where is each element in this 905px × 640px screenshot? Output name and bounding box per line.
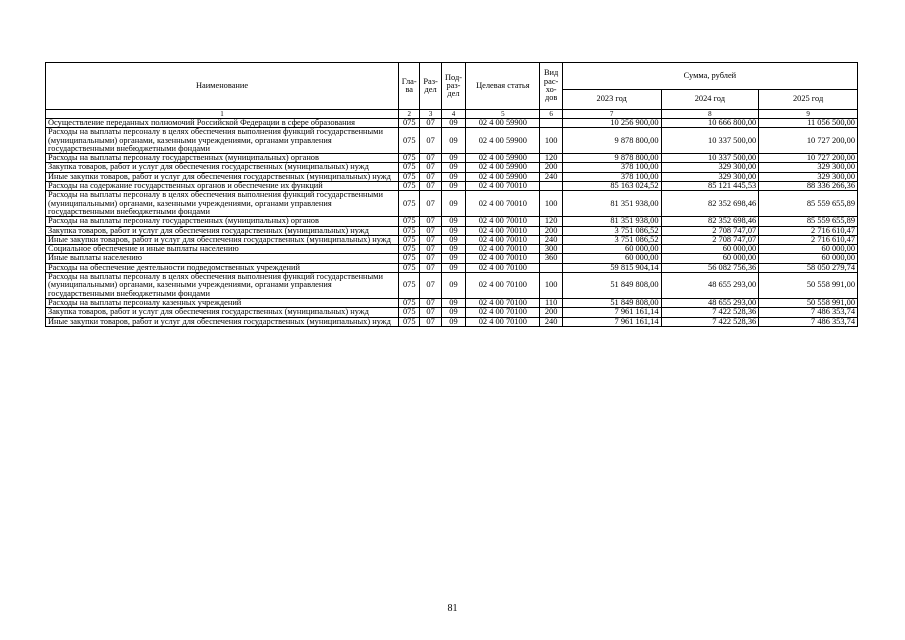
row-name: Расходы на содержание государственных органов и обеспечение их функций: [46, 182, 399, 191]
row-sum-2023: 378 100,00: [562, 172, 661, 181]
row-glava: 075: [399, 245, 420, 254]
table-row: [46, 273, 858, 299]
row-target-article: 02 4 00 70100: [466, 298, 540, 307]
table-row: [46, 163, 858, 172]
row-target-article: 02 4 00 70100: [466, 273, 540, 299]
row-target-article: 02 4 00 59900: [466, 128, 540, 154]
row-razdel: 07: [420, 245, 441, 254]
row-sum-2024: 2 708 747,07: [661, 226, 759, 235]
row-razdel: 07: [420, 128, 441, 154]
row-sum-2025: 60 000,00: [759, 245, 858, 254]
row-target-article: 02 4 00 70010: [466, 254, 540, 263]
row-razdel: 07: [420, 226, 441, 235]
row-expense-type: 100: [540, 128, 562, 154]
table-row: [46, 217, 858, 226]
row-podrazdel: 09: [441, 263, 465, 272]
row-glava: 075: [399, 235, 420, 244]
row-sum-2025: 2 716 610,47: [759, 235, 858, 244]
row-podrazdel: 09: [441, 273, 465, 299]
header-year-2024: 2024 год: [661, 90, 759, 110]
row-sum-2024: 329 300,00: [661, 172, 759, 181]
column-number: 3: [420, 110, 441, 119]
row-sum-2023: 59 815 904,14: [562, 263, 661, 272]
row-expense-type: 200: [540, 163, 562, 172]
row-sum-2025: 50 558 991,00: [759, 273, 858, 299]
page-number: 81: [447, 603, 458, 614]
row-podrazdel: 09: [441, 154, 465, 163]
row-target-article: 02 4 00 70100: [466, 263, 540, 272]
row-name: Расходы на выплаты персоналу в целях обеспечения выполнения функций государственными (муниципальными) органами, казенными учреждениями, органами управления государственными внебюджетными фондами: [46, 191, 399, 217]
table-row: [46, 172, 858, 181]
row-target-article: 02 4 00 59900: [466, 119, 540, 128]
column-number: 1: [46, 110, 399, 119]
table-row: [46, 254, 858, 263]
row-expense-type: 240: [540, 317, 562, 326]
row-glava: 075: [399, 217, 420, 226]
row-glava: 075: [399, 172, 420, 181]
row-sum-2025: 58 050 279,74: [759, 263, 858, 272]
row-name: Закупка товаров, работ и услуг для обеспечения государственных (муниципальных) нужд: [46, 226, 399, 235]
column-number: 2: [399, 110, 420, 119]
row-razdel: 07: [420, 182, 441, 191]
row-name: Расходы на выплаты персоналу государственных (муниципальных) органов: [46, 217, 399, 226]
row-sum-2023: 81 351 938,00: [562, 191, 661, 217]
table-row: [46, 298, 858, 307]
row-sum-2025: 85 559 655,89: [759, 217, 858, 226]
table-row: [46, 263, 858, 272]
row-name: Расходы на выплаты персоналу государственных (муниципальных) органов: [46, 154, 399, 163]
row-razdel: 07: [420, 235, 441, 244]
row-sum-2023: 9 878 800,00: [562, 154, 661, 163]
column-number: 9: [759, 110, 858, 119]
row-razdel: 07: [420, 119, 441, 128]
row-expense-type: 200: [540, 308, 562, 317]
row-expense-type: 120: [540, 217, 562, 226]
row-razdel: 07: [420, 154, 441, 163]
budget-table: [45, 62, 858, 327]
column-number-row: [46, 110, 858, 119]
row-name: Осуществление переданных полномочий Российской Федерации в сфере образования: [46, 119, 399, 128]
row-sum-2024: 10 337 500,00: [661, 128, 759, 154]
row-expense-type: 240: [540, 235, 562, 244]
table-row: [46, 191, 858, 217]
row-expense-type: 120: [540, 154, 562, 163]
header-podrazdel: Под-раз-дел: [441, 63, 465, 110]
table-row: [46, 235, 858, 244]
row-sum-2023: 7 961 161,14: [562, 308, 661, 317]
row-sum-2023: 9 878 800,00: [562, 128, 661, 154]
column-number: 7: [562, 110, 661, 119]
row-target-article: 02 4 00 59900: [466, 163, 540, 172]
header-glava: Гла-ва: [399, 63, 420, 110]
row-sum-2025: 2 716 610,47: [759, 226, 858, 235]
row-glava: 075: [399, 163, 420, 172]
row-target-article: 02 4 00 70010: [466, 226, 540, 235]
header-expense-type: Вид рас-хо-дов: [540, 63, 562, 110]
row-razdel: 07: [420, 308, 441, 317]
row-sum-2023: 3 751 086,52: [562, 226, 661, 235]
row-razdel: 07: [420, 273, 441, 299]
row-podrazdel: 09: [441, 308, 465, 317]
row-glava: 075: [399, 308, 420, 317]
row-target-article: 02 4 00 59900: [466, 172, 540, 181]
row-sum-2023: 85 163 024,52: [562, 182, 661, 191]
column-number: 6: [540, 110, 562, 119]
row-sum-2024: 85 121 445,53: [661, 182, 759, 191]
row-glava: 075: [399, 154, 420, 163]
row-expense-type: 110: [540, 298, 562, 307]
row-sum-2024: 10 337 500,00: [661, 154, 759, 163]
row-target-article: 02 4 00 59900: [466, 154, 540, 163]
row-name: Социальное обеспечение и иные выплаты населению: [46, 245, 399, 254]
row-name: Иные закупки товаров, работ и услуг для обеспечения государственных (муниципальных) нужд: [46, 235, 399, 244]
row-sum-2024: 48 655 293,00: [661, 273, 759, 299]
row-sum-2024: 60 000,00: [661, 254, 759, 263]
row-sum-2025: 7 486 353,74: [759, 308, 858, 317]
row-glava: 075: [399, 226, 420, 235]
row-name: Закупка товаров, работ и услуг для обеспечения государственных (муниципальных) нужд: [46, 163, 399, 172]
row-name: Иные выплаты населению: [46, 254, 399, 263]
row-expense-type: 300: [540, 245, 562, 254]
row-sum-2024: 48 655 293,00: [661, 298, 759, 307]
row-podrazdel: 09: [441, 191, 465, 217]
row-sum-2023: 378 100,00: [562, 163, 661, 172]
row-sum-2024: 10 666 800,00: [661, 119, 759, 128]
row-name: Расходы на выплаты персоналу в целях обеспечения выполнения функций государственными (муниципальными) органами, казенными учреждениями, органами управления государственными внебюджетными фондами: [46, 128, 399, 154]
row-target-article: 02 4 00 70010: [466, 245, 540, 254]
row-expense-type: 360: [540, 254, 562, 263]
table-row: [46, 119, 858, 128]
row-sum-2023: 3 751 086,52: [562, 235, 661, 244]
row-name: Расходы на выплаты персоналу в целях обеспечения выполнения функций государственными (муниципальными) органами, казенными учреждениями, органами управления государственными внебюджетными фондами: [46, 273, 399, 299]
row-sum-2025: 50 558 991,00: [759, 298, 858, 307]
row-expense-type: 240: [540, 172, 562, 181]
row-sum-2025: 10 727 200,00: [759, 154, 858, 163]
table-row: [46, 245, 858, 254]
header-target-article: Целевая статья: [466, 63, 540, 110]
row-target-article: 02 4 00 70010: [466, 191, 540, 217]
row-sum-2024: 56 082 756,36: [661, 263, 759, 272]
row-sum-2024: 60 000,00: [661, 245, 759, 254]
row-glava: 075: [399, 128, 420, 154]
row-glava: 075: [399, 263, 420, 272]
row-target-article: 02 4 00 70100: [466, 308, 540, 317]
row-glava: 075: [399, 273, 420, 299]
row-sum-2025: 329 300,00: [759, 163, 858, 172]
row-podrazdel: 09: [441, 119, 465, 128]
row-sum-2024: 7 422 528,36: [661, 317, 759, 326]
table-row: [46, 317, 858, 326]
row-podrazdel: 09: [441, 163, 465, 172]
table-row: [46, 182, 858, 191]
row-name: Закупка товаров, работ и услуг для обеспечения государственных (муниципальных) нужд: [46, 308, 399, 317]
row-sum-2024: 82 352 698,46: [661, 191, 759, 217]
header-name: Наименование: [46, 63, 399, 110]
row-name: Иные закупки товаров, работ и услуг для обеспечения государственных (муниципальных) нужд: [46, 172, 399, 181]
row-razdel: 07: [420, 317, 441, 326]
row-sum-2025: 329 300,00: [759, 172, 858, 181]
row-sum-2023: 7 961 161,14: [562, 317, 661, 326]
row-glava: 075: [399, 317, 420, 326]
column-number: 5: [466, 110, 540, 119]
row-sum-2023: 51 849 808,00: [562, 273, 661, 299]
row-expense-type: 100: [540, 273, 562, 299]
row-sum-2023: 10 256 900,00: [562, 119, 661, 128]
column-number: 4: [441, 110, 465, 119]
row-sum-2023: 81 351 938,00: [562, 217, 661, 226]
header-year-2025: 2025 год: [759, 90, 858, 110]
row-sum-2025: 11 056 500,00: [759, 119, 858, 128]
row-glava: 075: [399, 182, 420, 191]
row-sum-2023: 60 000,00: [562, 245, 661, 254]
column-number: 8: [661, 110, 759, 119]
table-row: [46, 154, 858, 163]
row-podrazdel: 09: [441, 217, 465, 226]
row-sum-2024: 329 300,00: [661, 163, 759, 172]
row-razdel: 07: [420, 217, 441, 226]
row-name: Расходы на выплаты персоналу казенных учреждений: [46, 298, 399, 307]
row-glava: 075: [399, 119, 420, 128]
row-sum-2024: 82 352 698,46: [661, 217, 759, 226]
row-sum-2025: 10 727 200,00: [759, 128, 858, 154]
row-sum-2025: 85 559 655,89: [759, 191, 858, 217]
row-expense-type: 200: [540, 226, 562, 235]
row-target-article: 02 4 00 70010: [466, 217, 540, 226]
row-target-article: 02 4 00 70010: [466, 235, 540, 244]
row-expense-type: [540, 119, 562, 128]
row-podrazdel: 09: [441, 128, 465, 154]
row-podrazdel: 09: [441, 254, 465, 263]
row-razdel: 07: [420, 172, 441, 181]
row-name: Иные закупки товаров, работ и услуг для обеспечения государственных (муниципальных) нужд: [46, 317, 399, 326]
row-target-article: 02 4 00 70100: [466, 317, 540, 326]
row-target-article: 02 4 00 70010: [466, 182, 540, 191]
table-row: [46, 226, 858, 235]
row-podrazdel: 09: [441, 235, 465, 244]
header-razdel: Раз-дел: [420, 63, 441, 110]
row-razdel: 07: [420, 263, 441, 272]
row-podrazdel: 09: [441, 298, 465, 307]
row-podrazdel: 09: [441, 245, 465, 254]
row-expense-type: 100: [540, 191, 562, 217]
header-year-2023: 2023 год: [562, 90, 661, 110]
row-podrazdel: 09: [441, 226, 465, 235]
row-expense-type: [540, 182, 562, 191]
row-sum-2023: 60 000,00: [562, 254, 661, 263]
table-row: [46, 128, 858, 154]
row-podrazdel: 09: [441, 317, 465, 326]
row-razdel: 07: [420, 191, 441, 217]
row-glava: 075: [399, 191, 420, 217]
row-name: Расходы на обеспечение деятельности подведомственных учреждений: [46, 263, 399, 272]
row-podrazdel: 09: [441, 182, 465, 191]
row-expense-type: [540, 263, 562, 272]
row-sum-2024: 7 422 528,36: [661, 308, 759, 317]
row-podrazdel: 09: [441, 172, 465, 181]
row-sum-2025: 60 000,00: [759, 254, 858, 263]
row-sum-2024: 2 708 747,07: [661, 235, 759, 244]
row-glava: 075: [399, 298, 420, 307]
header-sum: Сумма, рублей: [562, 63, 857, 90]
row-razdel: 07: [420, 254, 441, 263]
row-sum-2023: 51 849 808,00: [562, 298, 661, 307]
row-razdel: 07: [420, 298, 441, 307]
row-razdel: 07: [420, 163, 441, 172]
table-row: [46, 308, 858, 317]
row-sum-2025: 7 486 353,74: [759, 317, 858, 326]
row-sum-2025: 88 336 266,36: [759, 182, 858, 191]
row-glava: 075: [399, 254, 420, 263]
